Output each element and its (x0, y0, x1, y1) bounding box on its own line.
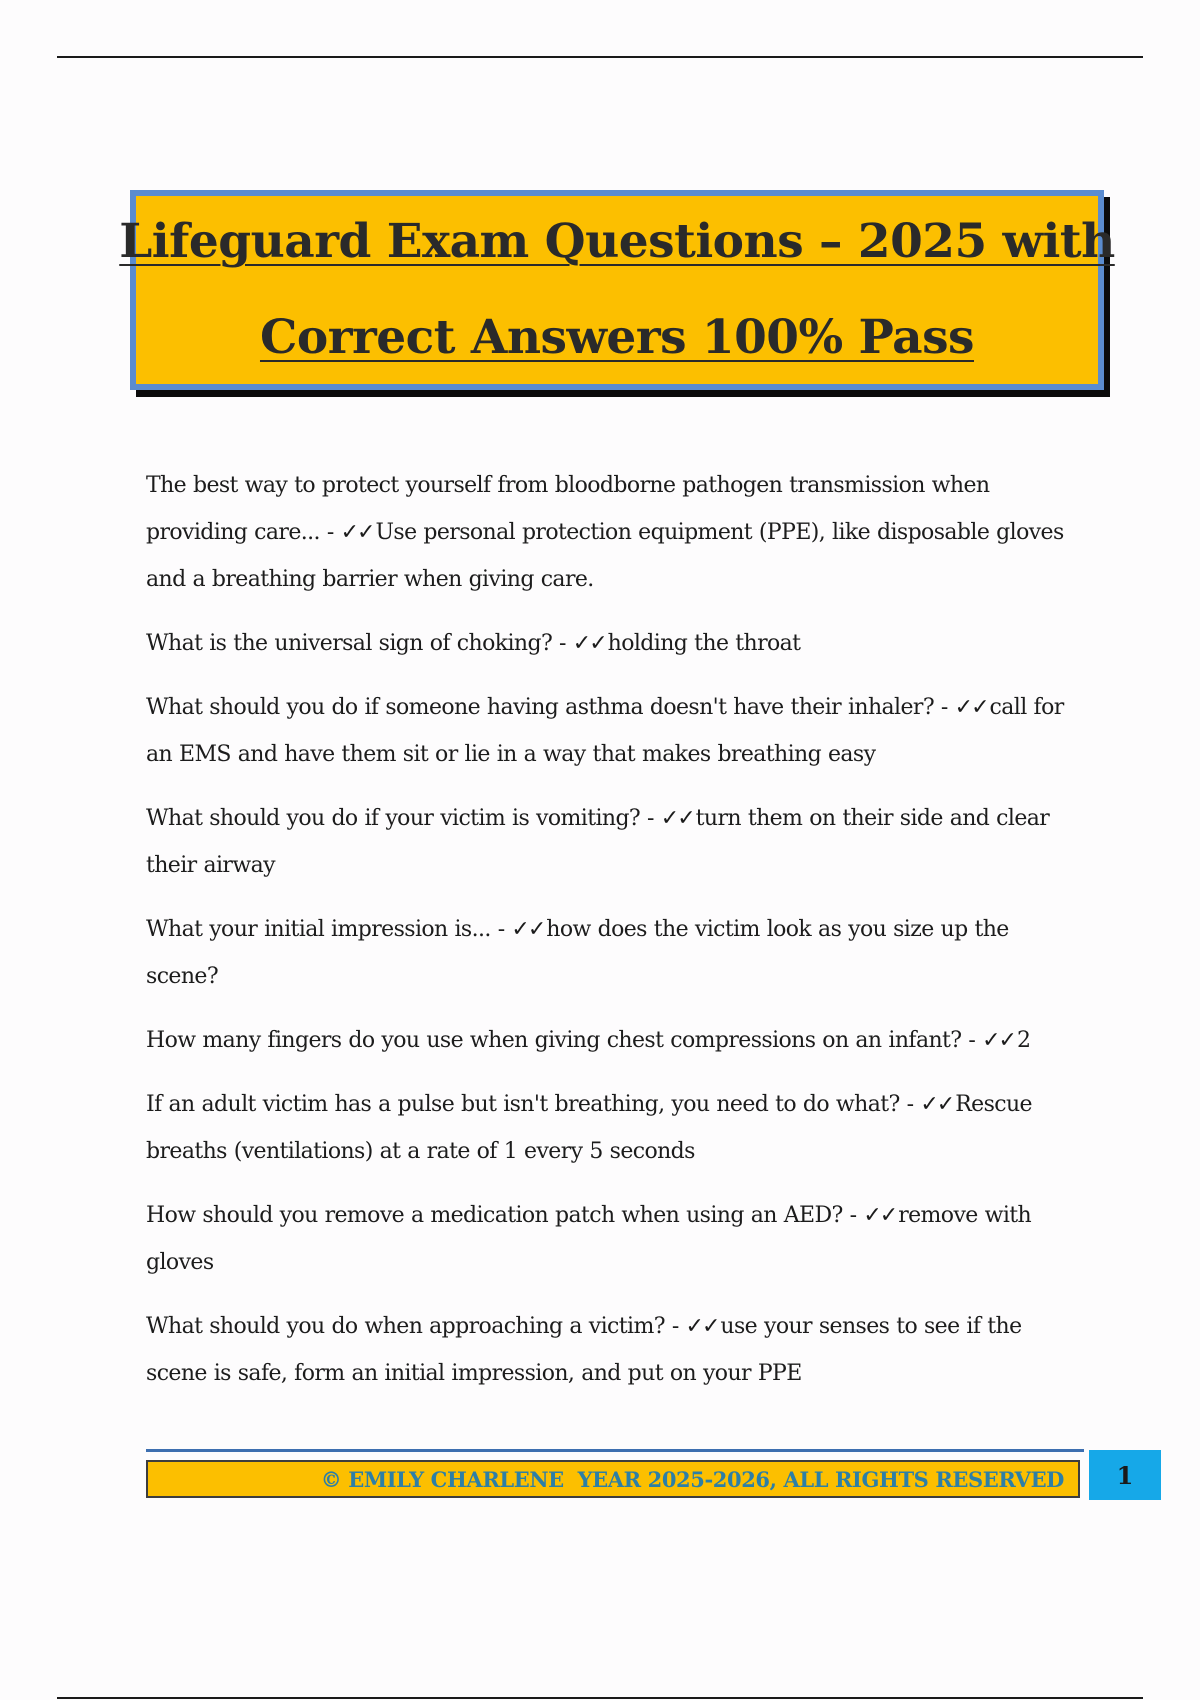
page-number-box (1089, 1450, 1161, 1500)
answer-text: Use personal protection equipment (PPE), like disposable gloves and a breathing barrier when giving care. (146, 520, 1064, 592)
question-answer-separator: - (490, 917, 512, 942)
qa-item (146, 906, 1086, 1000)
question-text: What should you do if someone having asthma doesn't have their inhaler? (146, 695, 935, 720)
double-check-icon: ✓✓ (660, 806, 694, 831)
qa-item (146, 462, 1086, 603)
question-answer-separator: - (961, 1028, 983, 1053)
question-text: What your initial impression is... (146, 917, 491, 942)
double-check-icon: ✓✓ (572, 631, 606, 656)
double-check-icon: ✓✓ (340, 520, 374, 545)
bottom-rule (57, 1697, 1143, 1699)
qa-list (146, 462, 1086, 1414)
answer-text: call for an EMS and have them sit or lie in a way that makes breathing easy (146, 695, 1064, 767)
qa-item (146, 1192, 1086, 1286)
footer-rule (146, 1449, 1084, 1452)
answer-text: how does the victim look as you size up the scene? (146, 917, 1009, 989)
question-text: How should you remove a medication patch when using an AED? (146, 1203, 843, 1228)
question-answer-separator: - (552, 631, 573, 656)
question-text: How many fingers do you use when giving chest compressions on an infant? (146, 1028, 962, 1053)
double-check-icon: ✓✓ (982, 1028, 1015, 1053)
qa-item (146, 1081, 1086, 1175)
question-text: The best way to protect yourself from bloodborne pathogen transmission when providing care... (146, 473, 990, 545)
question-answer-separator: - (664, 1314, 686, 1339)
title-banner (119, 190, 1115, 390)
double-check-icon: ✓✓ (920, 1092, 954, 1117)
qa-item (146, 684, 1086, 778)
copyright-text: © EMILY CHARLENE YEAR 2025-2026, ALL RIGHTS RESERVED (320, 1466, 1064, 1492)
question-text: What should you do when approaching a victim? (146, 1314, 665, 1339)
footer-bar (146, 1460, 1080, 1498)
answer-text: 2 (1016, 1028, 1031, 1053)
question-text: What should you do if your victim is vomiting? (146, 806, 641, 831)
double-check-icon: ✓✓ (511, 917, 545, 942)
double-check-icon: ✓✓ (863, 1203, 897, 1228)
answer-text: Rescue breaths (ventilations) at a rate of 1 every 5 seconds (146, 1092, 1032, 1164)
answer-text: holding the throat (607, 631, 801, 656)
double-check-icon: ✓✓ (685, 1314, 719, 1339)
double-check-icon: ✓✓ (954, 695, 988, 720)
qa-item (146, 1017, 1086, 1064)
answer-text: remove with gloves (146, 1203, 1032, 1275)
question-answer-separator: - (934, 695, 955, 720)
question-answer-separator: - (842, 1203, 864, 1228)
question-answer-separator: - (899, 1092, 921, 1117)
top-rule (57, 56, 1143, 58)
title-line-2: Correct Answers 100% Pass (259, 310, 974, 365)
answer-text: turn them on their side and clear their airway (146, 806, 1050, 878)
page-number: 1 (1116, 1460, 1134, 1490)
question-answer-separator: - (319, 520, 341, 545)
qa-item (146, 1303, 1086, 1397)
question-answer-separator: - (640, 806, 661, 831)
title-line-1: Lifeguard Exam Questions – 2025 with (119, 214, 1115, 269)
qa-item (146, 795, 1086, 889)
question-text: What is the universal sign of choking? (146, 631, 553, 656)
answer-text: use your senses to see if the scene is safe, form an initial impression, and put on your PPE (146, 1314, 1022, 1386)
title-box (119, 190, 1115, 390)
question-text: If an adult victim has a pulse but isn't breathing, you need to do what? (146, 1092, 900, 1117)
qa-item (146, 620, 1086, 667)
